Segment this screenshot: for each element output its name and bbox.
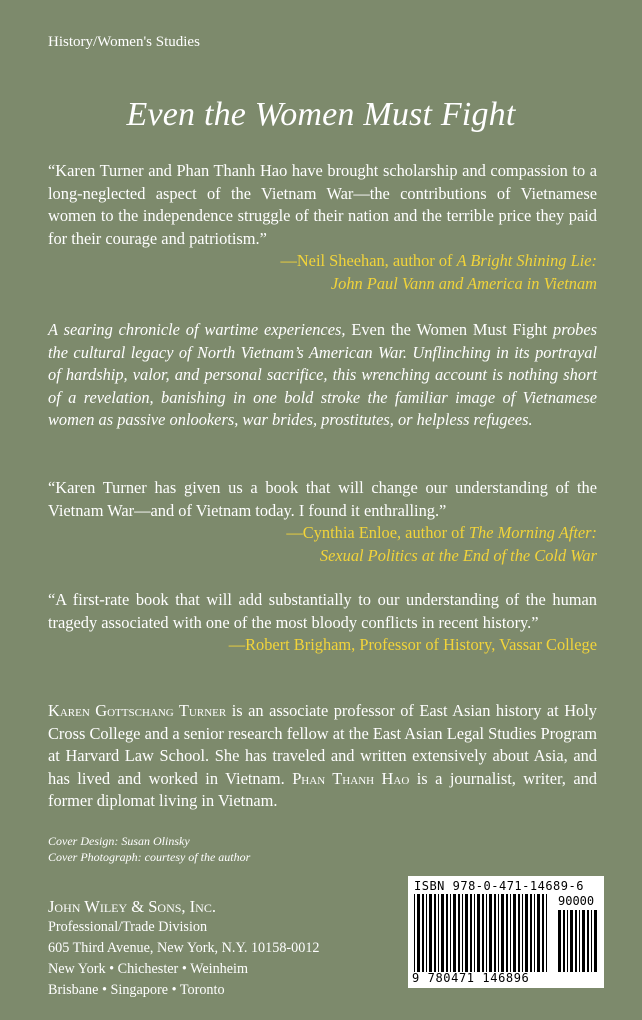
book-title: Even the Women Must Fight (126, 96, 516, 133)
barcode-bar (525, 894, 528, 972)
barcode-bar (534, 894, 535, 972)
category-label: History/Women's Studies (48, 34, 200, 50)
barcode (408, 876, 604, 988)
barcode-bar (575, 910, 577, 972)
barcode-bar (438, 894, 439, 972)
barcode-bar (591, 910, 592, 972)
barcode-bar (563, 910, 565, 972)
barcode-bar (465, 894, 468, 972)
attribution-book-title: A Bright Shining Lie: (456, 251, 597, 270)
barcode-bar (489, 894, 492, 972)
publisher-name: John Wiley & Sons, Inc. (48, 897, 216, 916)
quote-enloe-text: “Karen Turner has given us a book that will change our understanding of the Vietnam War—and of Vietnam today. I found it enthralling.” (48, 478, 597, 520)
barcode-bar (537, 894, 540, 972)
barcode-bar (462, 894, 463, 972)
barcode-bar (422, 894, 424, 972)
attribution-book-title: The Morning After: (468, 523, 597, 542)
blurb-text-1: A searing chronicle of wartime experiences, (48, 320, 352, 339)
barcode-bar (453, 894, 456, 972)
barcode-bar (414, 894, 415, 972)
barcode-bar (441, 894, 444, 972)
barcode-bar (450, 894, 451, 972)
barcode-bar (570, 910, 573, 972)
barcode-bar (434, 894, 436, 972)
price-addon-code: 90000 (558, 894, 595, 908)
barcode-bar (446, 894, 448, 972)
quote-sheehan-attribution-line2 (48, 273, 597, 296)
barcode-bar (494, 894, 496, 972)
barcode-bar (582, 910, 585, 972)
quote-enloe-attribution (48, 522, 597, 545)
attribution-prefix: —Cynthia Enloe, author of (286, 523, 469, 542)
barcode-bar (498, 894, 499, 972)
addon-barcode-bars (558, 910, 598, 972)
barcode-bar (482, 894, 484, 972)
barcode-bar (579, 910, 580, 972)
barcode-bar (506, 894, 508, 972)
barcode-bars (414, 894, 550, 972)
quote-brigham-text: “A first-rate book that will add substantially to our understanding of the human tragedy associated with one of the most bloody conflicts in recent history.” (48, 590, 597, 632)
barcode-bar (542, 894, 544, 972)
ean-digits: 9 780471 146896 (412, 971, 530, 985)
publisher-address: 605 Third Avenue, New York, N.Y. 10158-0012 (48, 940, 320, 956)
barcode-bar (558, 910, 561, 972)
barcode-bar (518, 894, 520, 972)
barcode-bar (594, 910, 597, 972)
publisher-division: Professional/Trade Division (48, 919, 208, 935)
author-name-phan: Phan Thanh Hao (292, 768, 410, 788)
cover-design-credit: Cover Design: Susan Olinsky (48, 834, 190, 848)
quote-sheehan-attribution (48, 250, 597, 273)
barcode-bar (546, 894, 547, 972)
quote-enloe-attribution-line2 (48, 545, 597, 568)
publisher-cities-1: New York • Chichester • Weinheim (48, 961, 249, 977)
barcode-bar (513, 894, 516, 972)
attribution-book-subtitle: John Paul Vann and America in Vietnam (330, 273, 597, 293)
quote-brigham-attribution: —Robert Brigham, Professor of History, Vassar College (228, 635, 597, 654)
book-blurb (48, 319, 597, 432)
bio-text-2: is a journalist, writer, and former diplomat living in Vietnam. (48, 768, 597, 810)
quote-brigham (48, 589, 597, 657)
barcode-bar (587, 910, 589, 972)
attribution-book-subtitle: Sexual Politics at the End of the Cold War (319, 545, 597, 565)
blurb-book-title: Even the Women Must Fight (351, 320, 548, 339)
barcode-bar (477, 894, 480, 972)
quote-sheehan (48, 160, 597, 295)
attribution-prefix: —Neil Sheehan, author of (280, 251, 457, 270)
barcode-bar (522, 894, 523, 972)
barcode-bar (486, 894, 487, 972)
barcode-bar (510, 894, 511, 972)
quote-sheehan-text: “Karen Turner and Phan Thanh Hao have brought scholarship and compassion to a long-neglected aspect of the Vietnam War—the contributions of Vietnamese women to the independence struggle of their nation and the terrible price they paid for their courage and patriotism.” (48, 161, 597, 248)
barcode-bar (470, 894, 472, 972)
barcode-bar (458, 894, 460, 972)
publisher-cities-2: Brisbane • Singapore • Toronto (48, 982, 225, 998)
publisher-info (48, 896, 320, 1001)
barcode-bar (429, 894, 432, 972)
barcode-bar (474, 894, 475, 972)
cover-credits (48, 834, 250, 865)
author-name-turner: Karen Gottschang Turner (48, 701, 227, 720)
barcode-bar (567, 910, 568, 972)
bio-text-1: is an associate professor of East Asian history at Holy Cross College and a senior research fellow at the East Asian Legal Studies Program at Harvard Law School. She has traveled and written extensively about Asia, and has lived and worked in Vietnam. (48, 701, 597, 788)
author-bio (48, 700, 597, 813)
blurb-text-2: probes the cultural legacy of North Vietnam’s American War. Unflinching in its portrayal of hardship, valor, and personal sacrifice, this wrenching account is nothing short of a revelation, banishing in one bold stroke the familiar image of Vietnamese women as passive onlookers, war brides, prostitutes, or helpless refugees. (48, 320, 598, 429)
cover-photo-credit: Cover Photograph: courtesy of the author (48, 849, 251, 864)
barcode-bar (530, 894, 532, 972)
quote-enloe (48, 477, 597, 567)
barcode-bar (426, 894, 427, 972)
barcode-bar (417, 894, 420, 972)
barcode-bar (501, 894, 504, 972)
isbn-label: ISBN 978-0-471-14689-6 (414, 879, 584, 893)
